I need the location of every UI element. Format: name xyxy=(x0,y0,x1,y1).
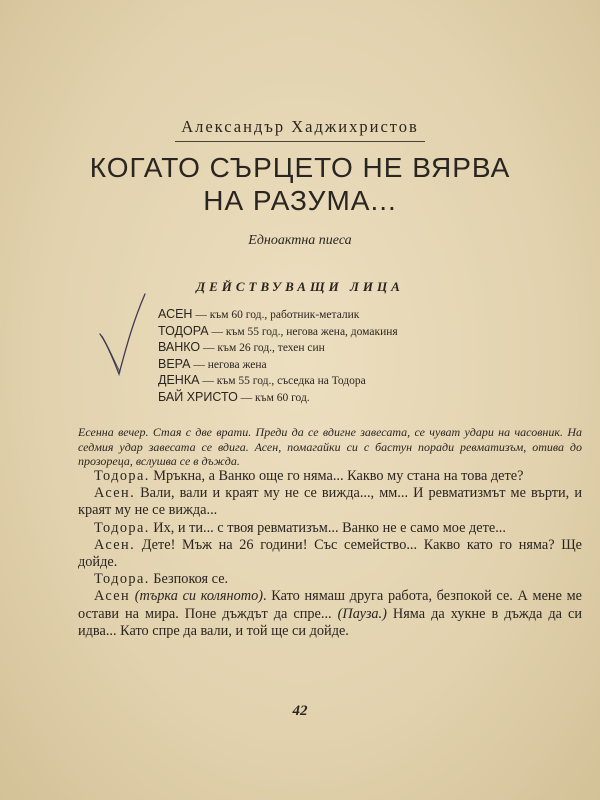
cast-member xyxy=(158,373,518,390)
speaker-name: Асен. xyxy=(94,536,136,553)
speaker-name: Тодора. xyxy=(94,519,150,536)
cast-member-name: АСЕН xyxy=(158,307,193,321)
cast-member-description: — към 60 год. xyxy=(237,391,310,404)
play-subtitle: Едноактна пиеса xyxy=(248,233,352,248)
cast-member xyxy=(158,340,518,357)
speaker-name: Тодора. xyxy=(94,571,150,588)
cast-member-name: ТОДОРА xyxy=(158,323,209,338)
stage-direction: Есенна вечер. Стая с две врати. Преди да се вдигне завесата, се чуват удари на часовник. На седмия удар завесата се вдига. Асен, помагайки си с бастун поради ревматизъм, отива до прозореца, вслушва се в дъжда. xyxy=(78,425,582,468)
cast-member-description: — към 26 год., техен син xyxy=(200,342,325,354)
cast-member xyxy=(158,357,518,374)
speaker-name: Асен xyxy=(94,588,131,605)
dialogue-speech: Безпокоя се. xyxy=(149,571,229,588)
title-line-2: НА РАЗУМА... xyxy=(203,185,397,216)
dialogue-speech: . Като нямаш друга работа, безпокой се. А мене ме остави на мира. Поне дъждът да спре... xyxy=(78,588,582,622)
author-name: Александър Хаджихристов xyxy=(181,117,419,136)
cast-member-name: ДЕНКА xyxy=(158,373,200,387)
cast-member-description: — към 55 год., негова жена, домакиня xyxy=(208,325,398,338)
cast-member-name: ВЕРА xyxy=(158,356,191,371)
dialogue-speech: Мръкна, а Ванко още го няма... Какво му стана на това дете? xyxy=(149,468,524,484)
cast-member xyxy=(158,307,518,324)
dialogue-text xyxy=(78,468,582,640)
cast-member-description: — негова жена xyxy=(190,358,267,371)
dialogue-line xyxy=(78,485,582,519)
stage-note: (Пауза.) xyxy=(337,605,387,622)
page-number: 42 xyxy=(292,703,308,719)
dialogue-line xyxy=(78,571,582,588)
title-line-1: КОГАТО СЪРЦЕТО НЕ ВЯРВА xyxy=(89,152,511,183)
dialogue-line xyxy=(78,588,582,640)
cast-list xyxy=(158,307,518,406)
dialogue-speech: Вали, вали и краят му не се вижда..., мм... И ревматизмът ме върти, и краят му не се вижда... xyxy=(78,485,582,519)
cast-member xyxy=(158,390,518,407)
cast-member-description: — към 60 год., работник-металик xyxy=(192,309,360,321)
cast-member-description: — към 55 год., съседка на Тодора xyxy=(199,375,366,387)
dialogue-speech: Их, и ти... с твоя ревматизъм... Ванко не е само мое дете... xyxy=(149,519,506,536)
dialogue-line xyxy=(78,520,582,537)
cast-heading: ДЕЙСТВУВАЩИ ЛИЦА xyxy=(196,279,404,294)
author-underline xyxy=(175,141,425,142)
dialogue-speech: Няма да хукне в дъжда да си идва... Като спре да вали, и той ще си дойде. xyxy=(78,605,582,639)
play-title xyxy=(0,151,600,217)
cast-member-name: ВАНКО xyxy=(158,340,201,354)
dialogue-speech: Дете! Мъж на 26 години! Със семейство... Какво като го няма? Ще дойде. xyxy=(78,536,582,571)
dialogue-line xyxy=(78,537,582,571)
speaker-name: Тодора. xyxy=(94,468,150,484)
dialogue-line xyxy=(78,468,582,485)
speaker-name: Асен. xyxy=(94,485,136,502)
handwritten-checkmark-icon xyxy=(98,290,148,380)
cast-member xyxy=(158,324,518,341)
cast-member-name: БАЙ ХРИСТО xyxy=(158,389,238,404)
stage-note: (търка си коляното) xyxy=(130,588,264,605)
